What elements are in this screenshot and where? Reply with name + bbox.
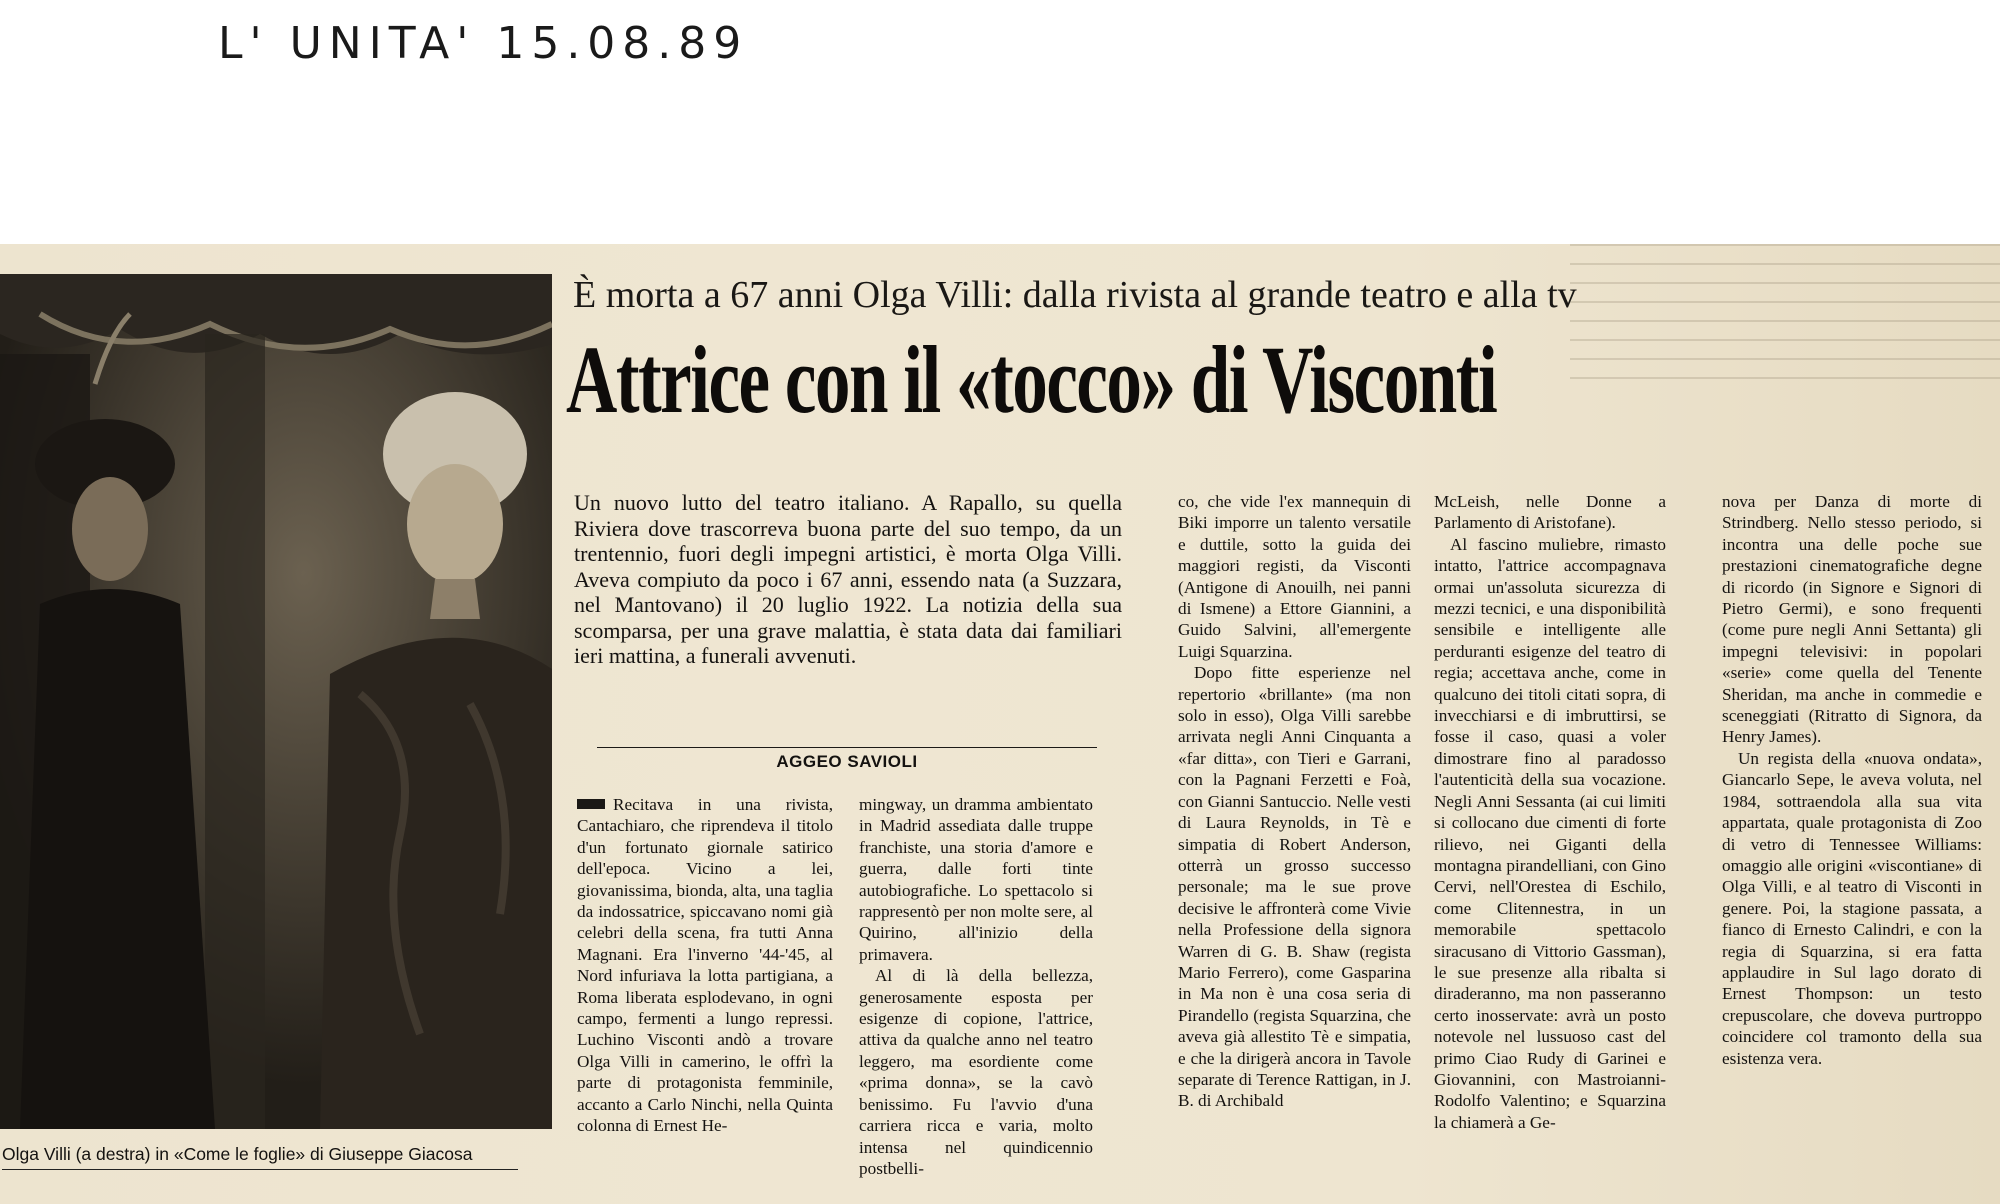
article-photo [0, 274, 552, 1129]
article-column-5 [1722, 491, 1982, 1069]
article-column-1 [577, 794, 833, 1137]
byline-rule [597, 747, 1097, 748]
column-4-paragraph-1: McLeish, nelle Donne a Parlamento di Aristofane). [1434, 492, 1666, 533]
column-3-paragraph-1: co, che vide l'ex mannequin di Biki imporre un talento versatile e duttile, sotto la guida dei maggiori registi, da Visconti (Antigone di Anouilh, nei panni di Ismene) a Ettore Giannini, a Guido Salvini, all'emergente Luigi Squarzina. [1178, 492, 1411, 661]
article-headline: Attrice con il «tocco» di Visconti [566, 326, 1497, 433]
newspaper-clipping [0, 244, 2000, 1204]
article-kicker: È morta a 67 anni Olga Villi: dalla rivista al grande teatro e alla tv [573, 274, 1577, 316]
column-2-paragraph-2: Al di là della bellezza, generosamente esposta per esigenze di copione, l'attrice, attiva da qualche anno nel teatro leggero, ma esordiente come «prima donna», se la cavò benissimo. Fu l'avvio d'una carriera ricca e varia, molto intensa nel quindicennio postbelli- [859, 966, 1093, 1178]
column-3-paragraph-2: Dopo fitte esperienze nel repertorio «brillante» (ma non solo in esso), Olga Villi sarebbe arrivata negli Anni Cinquanta a «far ditta», con Tieri e Garrani, con la Pagnani Ferzetti e Foà, con Gianni Santuccio. Nelle vesti di Laura Reynolds, in Tè e simpatia di Robert Anderson, otterrà un grosso successo personale; ma le sue prove decisive le affronterà come Vivie nella Professione della signora Warren di G. B. Shaw (regista Mario Ferrero), come Gasparina in Ma non è una cosa seria di Pirandello (regista Squarzina, che aveva già allestito Tè e simpatia, e che la dirigerà ancora in Tavole separate di Terence Rattigan, in J. B. di Archibald [1178, 663, 1411, 1111]
article-column-4 [1434, 491, 1666, 1133]
article-lead: Un nuovo lutto del teatro italiano. A Rapallo, su quella Riviera dove trascorreva buona parte del suo tempo, da un trentennio, fuori degli impegni artistici, è morta Olga Villi. Aveva compiuto da poco i 67 anni, essendo nata (a Suzzara, nel Mantovano) il 20 luglio 1922. La notizia della sua scomparsa, per una grave malattia, è stata data dai familiari ieri mattina, a funerali avvenuti. [574, 490, 1122, 668]
column-5-paragraph-2: Un regista della «nuova ondata», Giancarlo Sepe, le aveva voluta, nel 1984, sottraendola alla sua vita appartata, quale protagonista di Zoo di vetro di Tennessee Williams: omaggio alle origini «viscontiane» di Olga Villi, e al teatro di Visconti in genere. Poi, la stagione passata, a fianco di Ernesto Calindri, e con la regia di Squarzina, si era fatta applaudire in Sul lago dorato di Ernest Thompson: un testo crepuscolare, che doveva purtroppo coincidere col tramonto della sua esistenza vera. [1722, 748, 1982, 1068]
column-4-paragraph-2: Al fascino muliebre, rimasto intatto, l'attrice accompagnava ormai un'assoluta sicurezza di mezzi tecnici, e una disponibilità sensibile e intelligente alle perduranti esigenze del teatro di regia; accettava anche, come in qualcuno dei titoli citati sopra, di invecchiarsi e di imbruttirsi, se fosse il caso, quasi a voler dimostrare fino al paradosso l'autenticità della sua vocazione. Negli Anni Sessanta (ai cui limiti si collocano due cimenti di forte rilievo, nei Giganti della montagna pirandelliani, con Gino Cervi, nell'Orestea di Eschilo, come Clitennestra, in un memorabile spettacolo siracusano di Vittorio Gassman), le sue presenze alla ribalta si diraderanno, ma non passeranno certo inosservate: avrà un posto notevole nel lussuoso cast del primo Ciao Rudy di Garinei e Giovannini, con Mastroianni-Rodolfo Valentino; e Squarzina la chiamerà a Ge- [1434, 534, 1666, 1132]
paragraph-bullet-icon [577, 799, 605, 809]
handwritten-source-note: L' UNITA' 15.08.89 [218, 18, 749, 69]
photo-caption: Olga Villi (a destra) in «Come le foglie» di Giuseppe Giacosa [2, 1144, 518, 1170]
article-column-3 [1178, 491, 1411, 1112]
article-column-2 [859, 794, 1093, 1179]
photo-illustration [0, 274, 552, 1129]
column-2-paragraph-1: mingway, un dramma ambientato in Madrid assediata dalle truppe franchiste, una storia d'amore e guerra, dalle forti tinte autobiografiche. Lo spettacolo si rappresentò per non molte sere, al Quirino, all'inizio della primavera. [859, 795, 1093, 964]
article-byline: AGGEO SAVIOLI [776, 752, 918, 771]
column-1-paragraph: Recitava in una rivista, Cantachiaro, che riprendeva il titolo d'un fortunato giornale satirico dell'epoca. Vicino a lei, giovanissima, bionda, alta, una taglia da indossatrice, spiccavano nomi già celebri della scena, fra tutti Anna Magnani. Era l'inverno '44-'45, al Nord infuriava la lotta partigiana, a Roma liberata esplodevano, in ogni campo, fermenti a lungo repressi. Luchino Visconti andò a trovare Olga Villi in camerino, le offrì la parte di protagonista femminile, accanto a Carlo Ninchi, nella Quinta colonna di Ernest He- [577, 795, 833, 1136]
column-5-paragraph-1: nova per Danza di morte di Strindberg. Nello stesso periodo, si incontra una delle poche sue prestazioni cinematografiche degne di ricordo (in Signore e Signori di Pietro Germi), e sono frequenti (come pure negli Anni Settanta) gli impegni televisivi: in popolari «serie» come quella del Tenente Sheridan, ma anche in commedie e sceneggiati (Ritratto di Signora, da Henry James). [1722, 492, 1982, 747]
background-bleedthrough [1570, 244, 2000, 394]
